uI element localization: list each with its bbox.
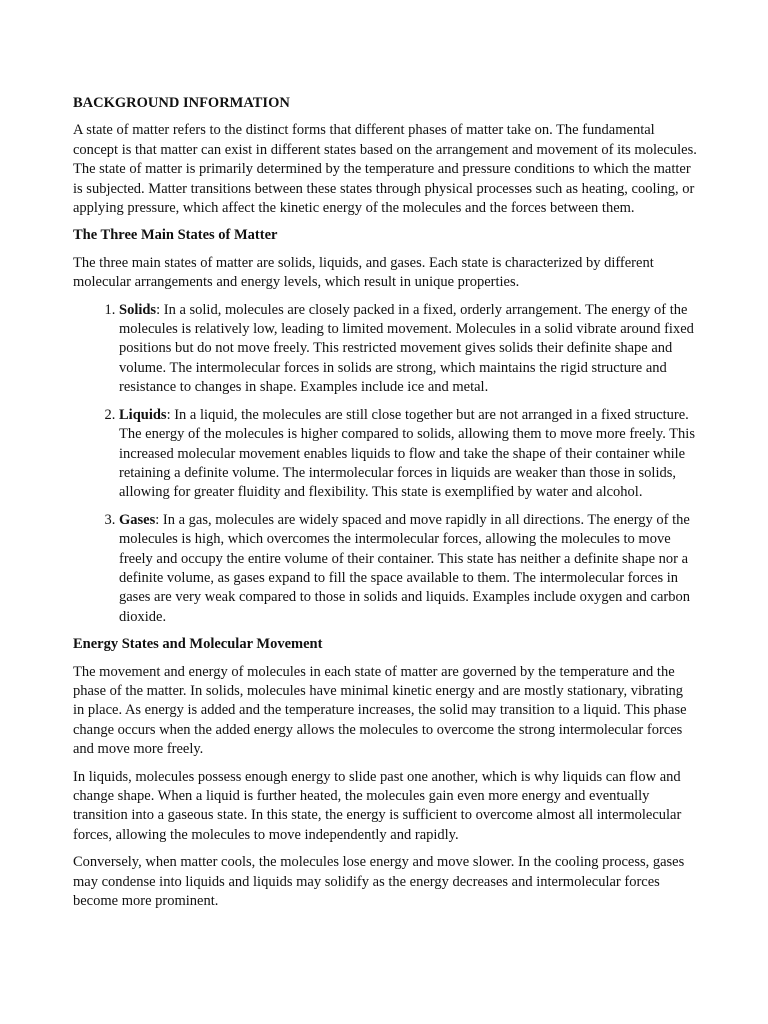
energy-paragraph-2: In liquids, molecules possess enough energy to slide past one another, which is why liquids can flow and change shape. When a liquid is further heated, the molecules gain even more energy and eventually transition into a gaseous state. In this state, the energy is sufficient to overcome almost all intermolecular forces, allowing the molecules to move independently and rapidly. (73, 768, 682, 843)
term-liquids: Liquids (119, 406, 167, 423)
energy-paragraph-3: Conversely, when matter cools, the molecules lose energy and move slower. In the cooling process, gases may condense into liquids and liquids may solidify as the energy decreases and intermolecular forces become more prominent. (73, 854, 685, 910)
section-title-states: The Three Main States of Matter (73, 227, 278, 244)
document-page (73, 94, 697, 919)
section-title-energy: Energy States and Molecular Movement (73, 636, 323, 653)
description-liquids: : In a liquid, the molecules are still close together but are not arranged in a fixed structure. The energy of the molecules is higher compared to solids, allowing them to move more freely. This increased molecular movement enables liquids to flow and take the shape of their container while retaining a definite volume. The intermolecular forces in liquids are weaker than those in solids, allowing for greater fluidity and flexibility. This state is exemplified by water and alcohol. (119, 406, 695, 501)
list-item-solids (119, 301, 697, 398)
list-item-gases (119, 511, 697, 627)
term-solids: Solids (119, 301, 157, 318)
states-list (73, 301, 697, 628)
intro-paragraph: A state of matter refers to the distinct forms that different phases of matter take on. The fundamental concept is that matter can exist in different states based on the arrangement and movement of its molecules. The state of matter is primarily determined by the temperature and pressure conditions to which the matter is subjected. Matter transitions between these states through physical processes such as heating, cooling, or applying pressure, which affect the kinetic energy of the molecules and the forces between them. (73, 122, 697, 217)
description-solids: : In a solid, molecules are closely packed in a fixed, orderly arrangement. The energy of the molecules is relatively low, leading to limited movement. Molecules in a solid vibrate around fixed positions but do not move freely. This restricted movement gives solids their definite shape and volume. The intermolecular forces in solids are strong, which maintains the rigid structure and resistance to changes in shape. Examples include ice and metal. (119, 301, 694, 396)
list-item-liquids (119, 406, 697, 503)
document-heading: BACKGROUND INFORMATION (73, 95, 290, 111)
states-intro-paragraph: The three main states of matter are solids, liquids, and gases. Each state is characterized by different molecular arrangements and energy levels, which result in unique properties. (73, 254, 654, 291)
energy-paragraph-1: The movement and energy of molecules in each state of matter are governed by the temperature and the phase of the matter. In solids, molecules have minimal kinetic energy and are mostly stationary, vibrating in place. As energy is added and the temperature increases, the solid may transition to a liquid. This phase change occurs when the added energy allows the molecules to overcome the strong intermolecular forces and move more freely. (73, 663, 687, 758)
description-gases: : In a gas, molecules are widely spaced and move rapidly in all directions. The energy of the molecules is high, which overcomes the intermolecular forces, allowing the molecules to move freely and occupy the entire volume of their container. This state has neither a definite shape nor a definite volume, as gases expand to fill the space available to them. The intermolecular forces in gases are very weak compared to those in solids and liquids. Examples include oxygen and carbon dioxide. (119, 511, 690, 625)
term-gases: Gases (119, 511, 156, 528)
